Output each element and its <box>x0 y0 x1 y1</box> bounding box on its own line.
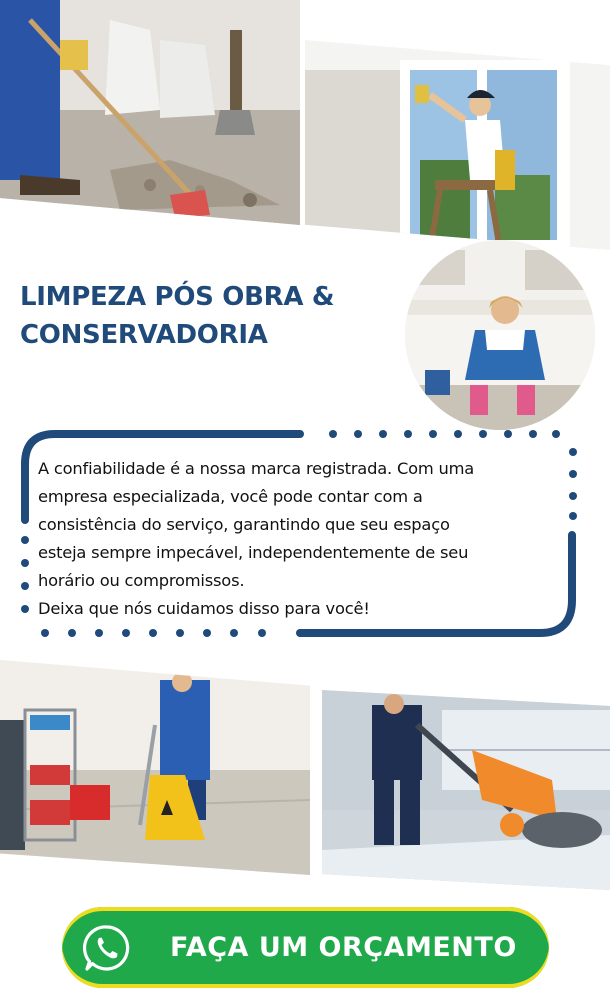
window-cleaning-photo <box>305 40 610 250</box>
description-line-3: consistência do serviço, garantindo que seu espaço <box>38 515 450 534</box>
floor-polishing-machine-photo <box>322 690 610 890</box>
whatsapp-icon <box>82 923 132 973</box>
description-text <box>38 455 558 623</box>
construction-debris-sweeping-photo <box>0 0 300 225</box>
description-line-5: horário ou compromissos. <box>38 571 245 590</box>
page-title <box>20 278 400 354</box>
description-line-6: Deixa que nós cuidamos disso para você! <box>38 599 370 618</box>
description-line-1: A confiabilidade é a nossa marca registrada. Com uma <box>38 459 475 478</box>
request-quote-label: FAÇA UM ORÇAMENTO <box>170 932 517 963</box>
cleaning-cart-wet-floor-sign-photo <box>0 660 310 875</box>
floor-cleaning-photo <box>405 240 595 430</box>
title-line-1: LIMPEZA PÓS OBRA & <box>20 282 335 312</box>
title-line-2: CONSERVADORIA <box>20 320 268 350</box>
request-quote-button[interactable] <box>62 907 549 988</box>
description-line-4: esteja sempre impecável, independentemente de seu <box>38 543 469 562</box>
description-line-2: empresa especializada, você pode contar com a <box>38 487 423 506</box>
